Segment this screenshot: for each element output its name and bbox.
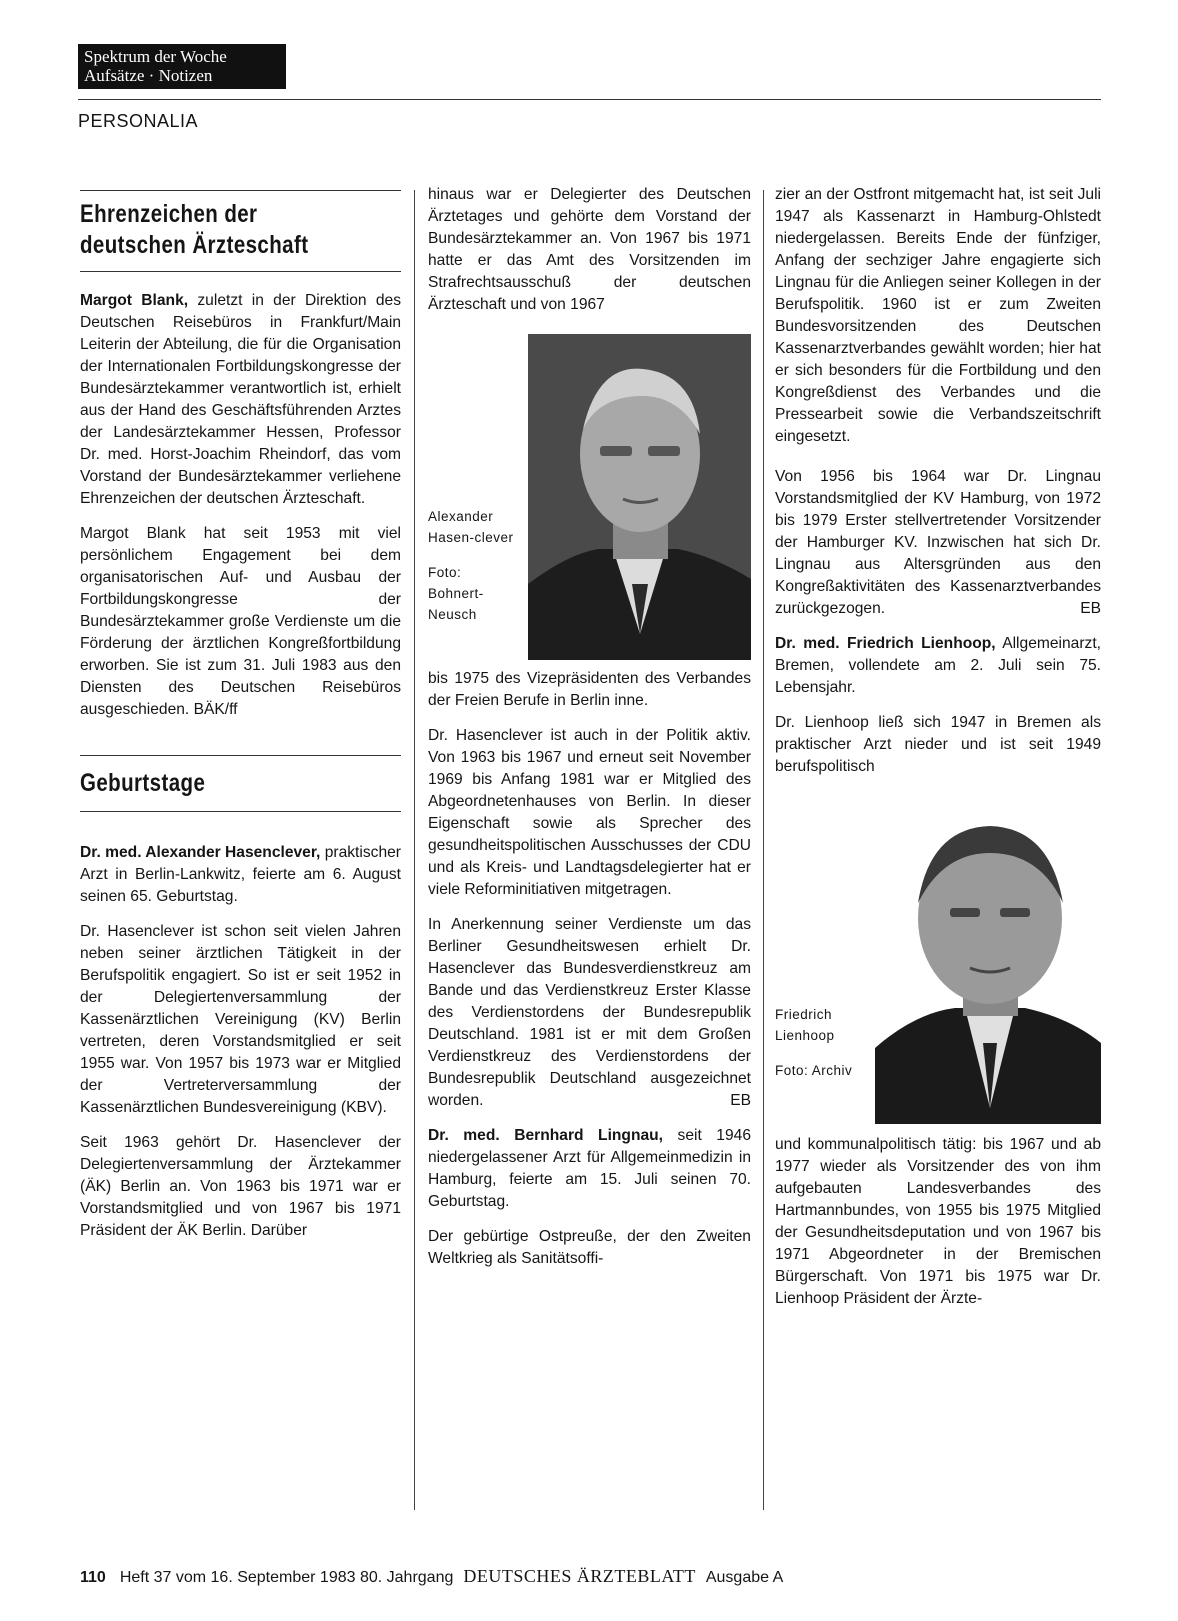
portrait-image (875, 808, 1101, 1124)
column-3 (775, 184, 1101, 1323)
person-name: Dr. med. Bernhard Lingnau, (428, 1127, 664, 1144)
section-label-line2: Aufsätze · Notizen (84, 66, 213, 85)
issue-info: Heft 37 vom 16. September 1983 80. Jahrgang (119, 1569, 454, 1586)
header-divider (78, 99, 1101, 100)
portrait-photo-lienhoop (875, 808, 1101, 1124)
headline-geburtstage: Geburtstage (80, 769, 206, 797)
paragraph-text: Von 1956 bis 1964 war Dr. Lingnau Vorstandsmitglied der KV Hamburg, von 1972 bis 1979 Erster stellvertretender Vorsitzender der Hamburger KV. Inzwischen hat sich Dr. Lingnau aus Altersgründen aus den Kongreßaktivitäten des Kassenarztverbandes zurückgezogen. (775, 468, 1101, 617)
photo-caption (775, 1004, 863, 1081)
section-label-line1: Spektrum der Woche (84, 47, 227, 66)
photo-credit: Foto: Archiv (775, 1063, 853, 1078)
headline-line1: Ehrenzeichen der (80, 200, 258, 228)
section-rule (80, 190, 401, 191)
photo-caption-name: Alexander Hasen-clever (428, 509, 514, 545)
magazine-title: DEUTSCHES ÄRZTEBLATT (463, 1566, 696, 1586)
person-name: Dr. med. Friedrich Lienhoop, (775, 635, 996, 652)
paragraph-text: Allgemeinarzt, Bremen, vollendete am 2. Juli sein 75. Lebensjahr. (775, 635, 1101, 696)
column-2 (428, 184, 751, 1283)
section-rule (80, 755, 401, 756)
headline-ehrenzeichen (80, 199, 343, 261)
paragraph: hinaus war er Delegierter des Deutschen Ärztetages und gehörte dem Vorstand der Bundesärztekammer an. Von 1967 bis 1971 hatte er das Amt des Vorsitzenden im Strafrechtsausschuß der deutschen Ärzteschaft und von 1967 (428, 186, 751, 313)
person-name: Margot Blank, (80, 292, 189, 309)
author-signature: EB (1080, 600, 1101, 617)
paragraph: und kommunalpolitisch tätig: bis 1967 und ab 1977 wieder als Vorsitzender des von ihm aufgebauten Landesverbandes des Hartmannbundes, von 1955 bis 1975 Mitglied der Gesundheitsdeputation und von 1967 bis 1971 Abgeordneter in der Bremischen Bürgerschaft. Von 1971 bis 1975 war Dr. Lienhoop Präsident der Ärzte- (775, 1136, 1101, 1307)
photo-caption-name: Friedrich Lienhoop (775, 1007, 835, 1043)
paragraph: Dr. Lienhoop ließ sich 1947 in Bremen als praktischer Arzt nieder und ist seit 1949 berufspolitisch (775, 714, 1101, 775)
author-signature: EB (730, 1092, 751, 1109)
section-rule (80, 271, 401, 272)
paragraph: Dr. Hasenclever ist schon seit vielen Jahren neben seiner ärztlichen Tätigkeit in der Berufspolitik engagiert. So ist er seit 1952 in der Delegiertenversammlung der Kassenärztlichen Vereinigung (KV) Berlin vertreten, deren Vorstandsmitglied er seit 1955 war. Von 1957 bis 1973 war er Mitglied der Vertreterversammlung der Kassenärztlichen Bundesvereinigung (KBV). (80, 923, 401, 1116)
paragraph-text: seit 1946 niedergelassener Arzt für Allgemeinmedizin in Hamburg, feierte am 15. Juli seinen 70. Geburtstag. (428, 1127, 751, 1210)
paragraph-text: zuletzt in der Direktion des Deutschen Reisebüros in Frankfurt/Main Leiterin der Abteilung, die für die Organisation der Internationalen Fortbildungskongresse der Bundesärztekammer verantwortlich ist, erhielt aus der Hand des Geschäftsführenden Arztes der Landesärztekammer Hessen, Professor Dr. med. Horst-Joachim Rheindorf, das vom Vorstand der Bundesärztekammer verliehene Ehrenzeichen der deutschen Ärzteschaft. (80, 292, 401, 507)
paragraph (428, 1125, 751, 1213)
paragraph: zier an der Ostfront mitgemacht hat, ist seit Juli 1947 als Kassenarzt in Hamburg-Ohlstedt niedergelassen. Bereits Ende der fünfziger, Anfang der sechziger Jahre engagierte sich Lingnau für die Anliegen seiner Kollegen in der Berufspolitik. 1960 ist er zum Zweiten Bundesvorsitzenden des Deutschen Kassenarztverbandes gewählt worden; hier hat er sich besonders für die Fortbildung und den Kongreßdienst des Verbandes und die Pressearbeit sowie die Verbandszeitschrift eingesetzt. (775, 186, 1101, 445)
paragraph: Der gebürtige Ostpreuße, der den Zweiten Weltkrieg als Sanitätsoffi- (428, 1228, 751, 1267)
paragraph (80, 842, 401, 908)
headline-line2: deutschen Ärzteschaft (80, 231, 309, 259)
paragraph-text: praktischer Arzt in Berlin-Lankwitz, feierte am 6. August seinen 65. Geburtstag. (80, 844, 401, 905)
photo-block (775, 808, 1101, 1124)
photo-caption (428, 506, 516, 625)
photo-credit: Foto: Bohnert-Neusch (428, 565, 484, 622)
paragraph: Dr. Hasenclever ist auch in der Politik aktiv. Von 1963 bis 1967 und erneut seit November 1969 bis Anfang 1981 war er Mitglied des Abgeordnetenhauses von Berlin. In dieser Eigenschaft sowie als Sprecher des gesundheitspolitischen Ausschusses der CDU und als Kreis- und Landtagsdelegierter hat er viele Reforminitiativen mitgetragen. (428, 727, 751, 898)
kicker: PERSONALIA (78, 111, 199, 131)
portrait-photo-hasenclever (528, 334, 751, 660)
portrait-image (528, 334, 751, 660)
photo-block (428, 334, 751, 660)
paragraph (428, 914, 751, 1112)
page-number: 110 (80, 1569, 106, 1586)
paragraph (775, 466, 1101, 620)
person-name: Dr. med. Alexander Hasenclever, (80, 844, 321, 861)
paragraph: Seit 1963 gehört Dr. Hasenclever der Delegiertenversammlung der Ärztekammer (ÄK) Berlin an. Von 1963 bis 1971 war er Vorstandsmitglied und von 1967 bis 1971 Präsident der ÄK Berlin. Darüber (80, 1134, 401, 1239)
column-divider (414, 190, 415, 1510)
paragraph-text: In Anerkennung seiner Verdienste um das Berliner Gesundheitswesen erhielt Dr. Hasenclever das Bundesverdienstkreuz am Bande und das Verdienstkreuz Erster Klasse des Verdienstordens der Bundesrepublik Deutschland. 1981 ist er mit dem Großen Verdienstkreuz des Verdienstordens der Bundesrepublik Deutschland ausgezeichnet worden. (428, 916, 751, 1109)
column-divider (763, 190, 764, 1510)
paragraph (775, 633, 1101, 699)
page-footer (80, 1566, 783, 1587)
column-1 (80, 190, 401, 1255)
section-rule (80, 811, 401, 812)
paragraph: Margot Blank hat seit 1953 mit viel persönlichem Engagement bei dem organisatorischen Auf- und Ausbau der Fortbildungskongresse der Bundesärztekammer große Verdienste um die Förderung der ärztlichen Kongreßfortbildung erworben. Sie ist zum 31. Juli 1983 aus den Diensten des Deutschen Reisebüros ausgeschieden. BÄK/ff (80, 525, 401, 718)
edition-info: Ausgabe A (705, 1569, 784, 1586)
paragraph (80, 290, 401, 510)
section-label-box (78, 44, 286, 89)
paragraph: bis 1975 des Vizepräsidenten des Verbandes der Freien Berufe in Berlin inne. (428, 670, 751, 709)
